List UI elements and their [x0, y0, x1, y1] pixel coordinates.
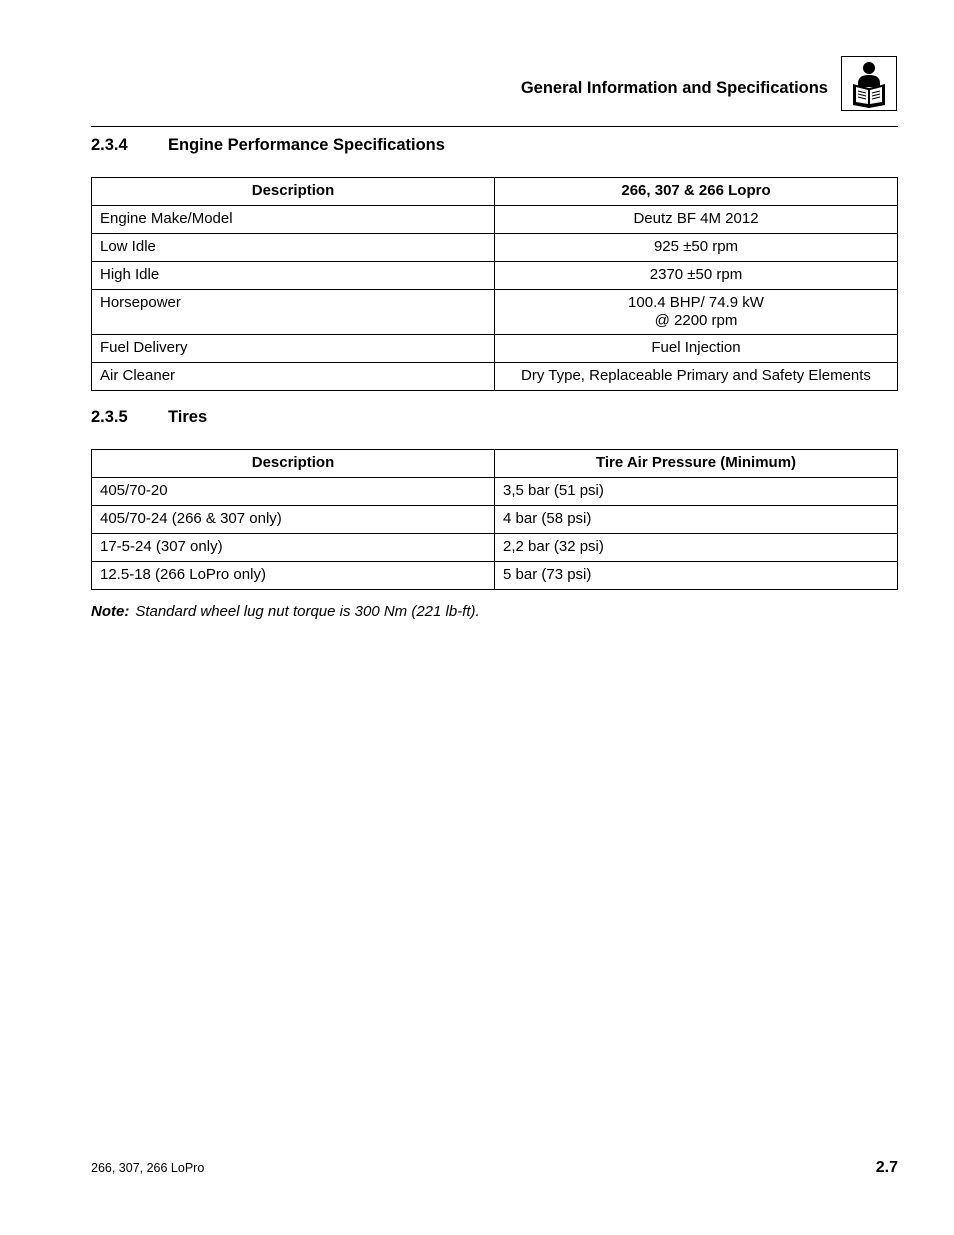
row-value: 2,2 bar (32 psi) [495, 534, 898, 562]
row-description: Fuel Delivery [92, 335, 495, 363]
row-value: Deutz BF 4M 2012 [495, 206, 898, 234]
table-row [92, 206, 898, 234]
row-description: 405/70-24 (266 & 307 only) [92, 506, 495, 534]
row-description: 405/70-20 [92, 478, 495, 506]
row-value: Fuel Injection [495, 335, 898, 363]
row-description: High Idle [92, 262, 495, 290]
row-description: Low Idle [92, 234, 495, 262]
table-row [92, 534, 898, 562]
header-divider [91, 126, 898, 127]
row-value-line: 100.4 BHP/ 74.9 kW [628, 294, 764, 311]
section-title: Engine Performance Specifications [168, 136, 445, 154]
row-description: 12.5-18 (266 LoPro only) [92, 562, 495, 590]
row-value: 3,5 bar (51 psi) [495, 478, 898, 506]
row-description: Engine Make/Model [92, 206, 495, 234]
row-value: 4 bar (58 psi) [495, 506, 898, 534]
table-row [92, 234, 898, 262]
column-header: Description [92, 178, 495, 206]
row-value: 925 ±50 rpm [495, 234, 898, 262]
row-description: Air Cleaner [92, 363, 495, 391]
table-row [92, 506, 898, 534]
row-value: 2370 ±50 rpm [495, 262, 898, 290]
engine-spec-table [91, 177, 898, 391]
note-text: Standard wheel lug nut torque is 300 Nm (221 lb-ft). [135, 603, 480, 620]
note [91, 603, 480, 620]
column-header: Description [92, 450, 495, 478]
tire-pressure-table [91, 449, 898, 590]
section-number: 2.3.4 [91, 136, 128, 154]
read-manual-icon [841, 56, 897, 111]
row-value: Dry Type, Replaceable Primary and Safety Elements [495, 363, 898, 391]
row-description: 17-5-24 (307 only) [92, 534, 495, 562]
table-row [92, 290, 898, 335]
table-row [92, 478, 898, 506]
footer-models: 266, 307, 266 LoPro [91, 1161, 205, 1175]
table-row [92, 262, 898, 290]
section-title: Tires [168, 408, 208, 426]
row-value: 5 bar (73 psi) [495, 562, 898, 590]
page-header-title: General Information and Specifications [520, 79, 828, 97]
column-header: Tire Air Pressure (Minimum) [495, 450, 898, 478]
table-row [92, 562, 898, 590]
table-header-row [92, 178, 898, 206]
page-number: 2.7 [875, 1159, 898, 1176]
column-header: 266, 307 & 266 Lopro [495, 178, 898, 206]
table-row [92, 363, 898, 391]
row-description: Horsepower [92, 290, 495, 335]
table-header-row [92, 450, 898, 478]
section-number: 2.3.5 [91, 408, 128, 426]
row-value-line: @ 2200 rpm [654, 312, 738, 329]
note-label: Note: [91, 603, 130, 620]
row-value [495, 290, 898, 335]
table-row [92, 335, 898, 363]
